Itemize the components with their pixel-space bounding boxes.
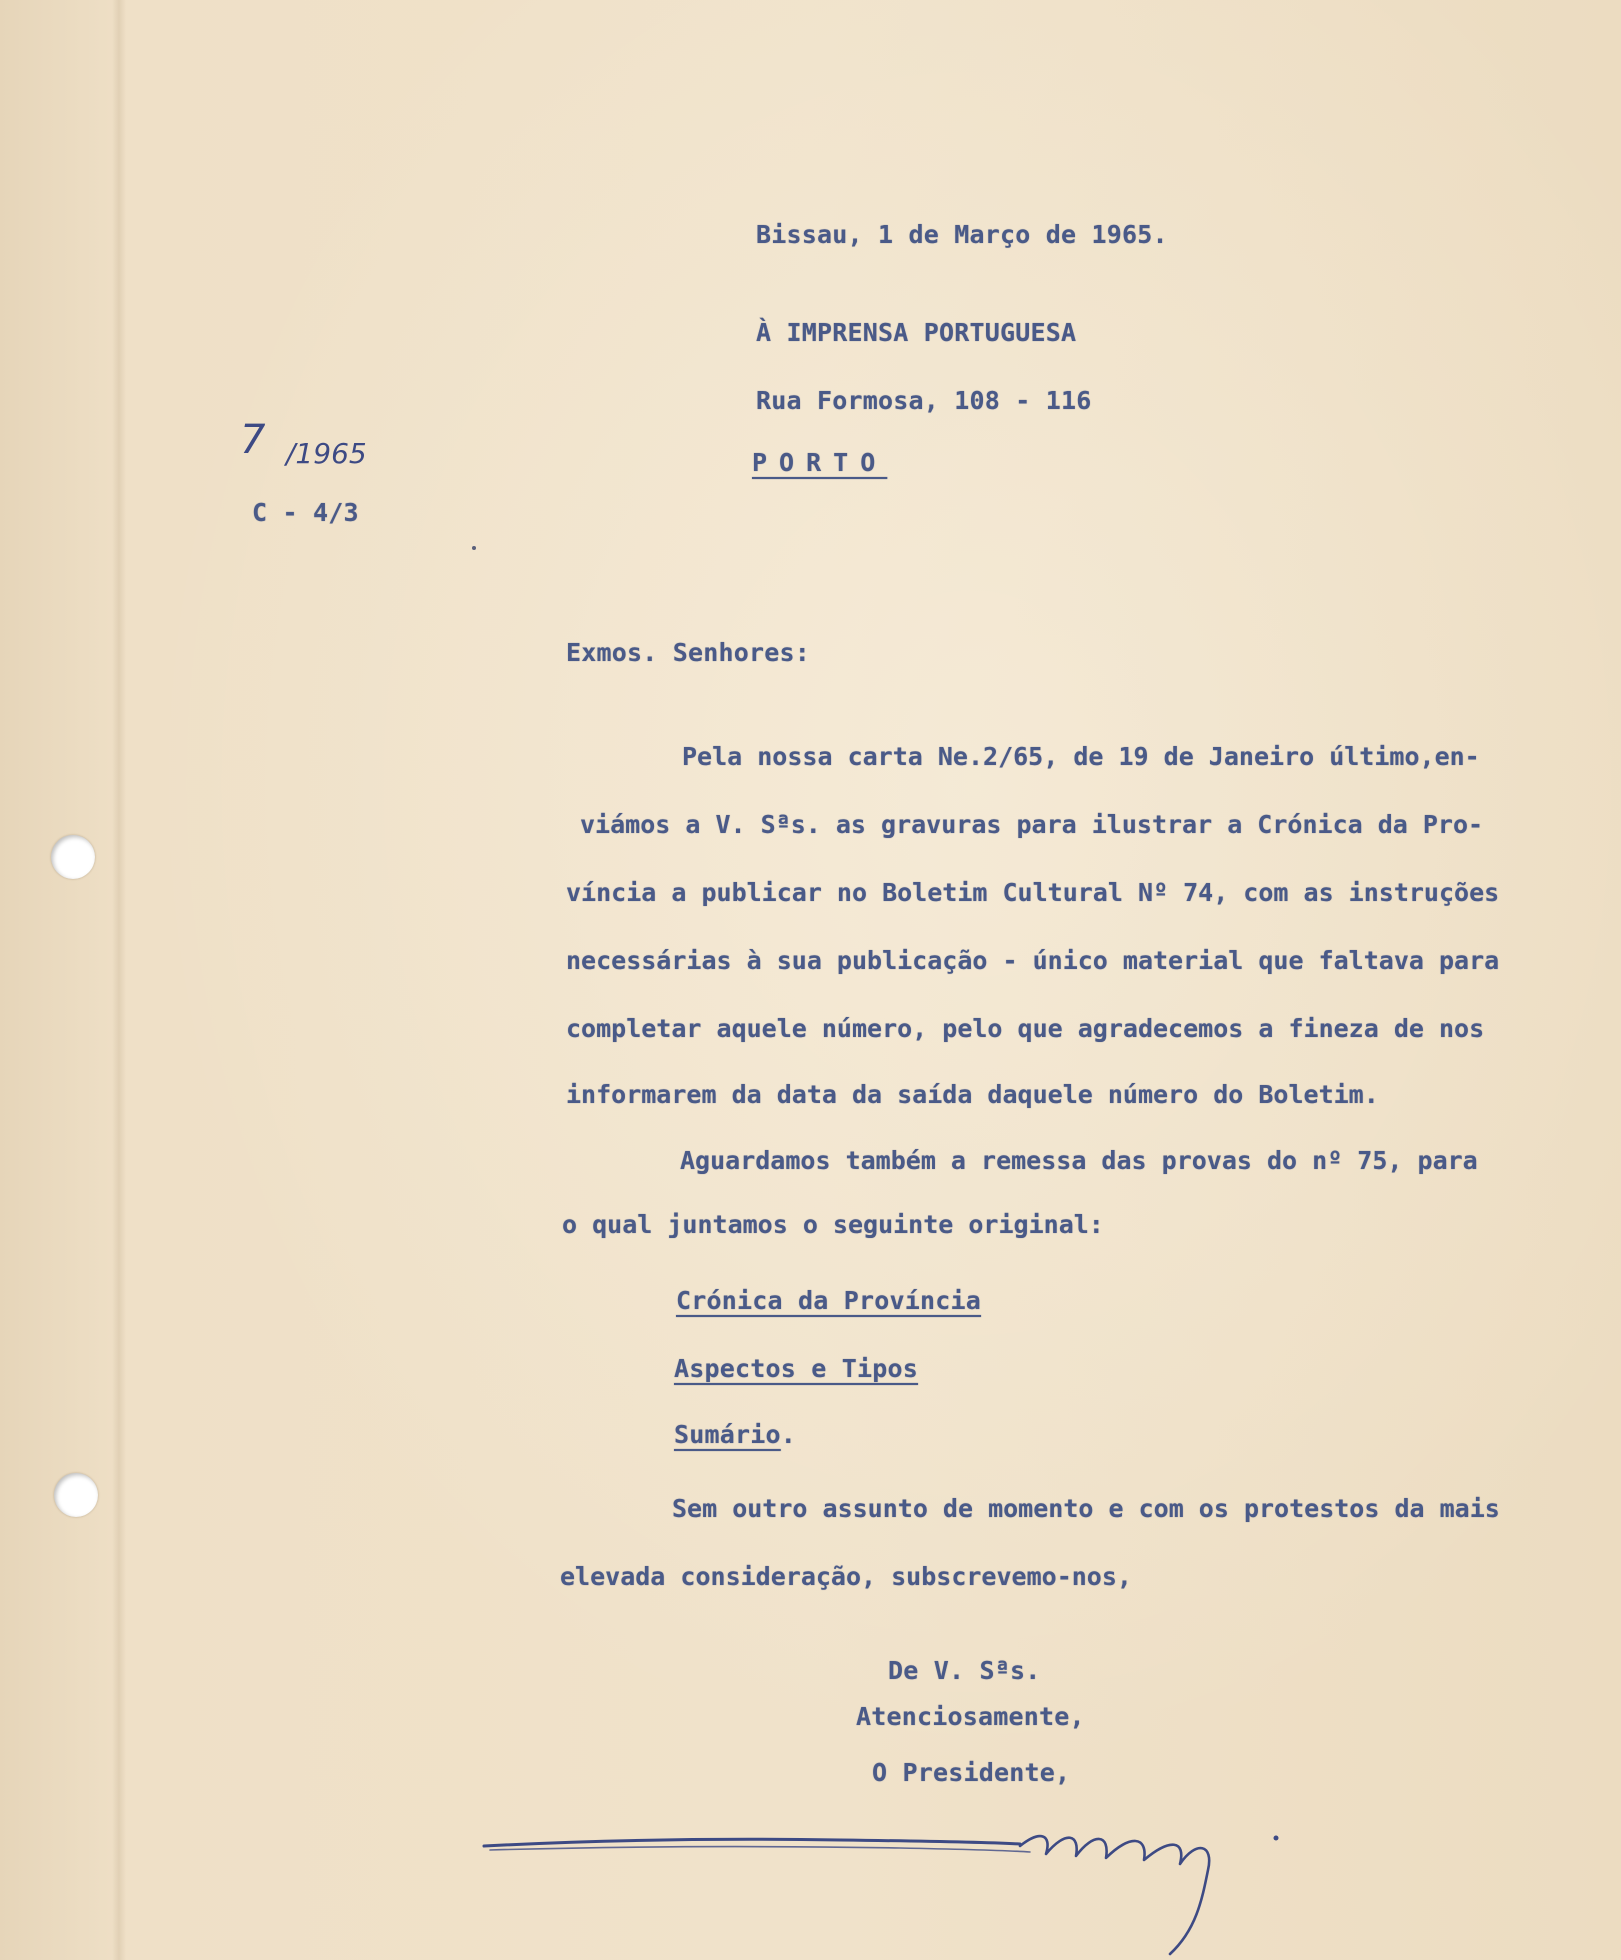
place-date: Bissau, 1 de Março de 1965. <box>756 220 1168 249</box>
enclosed-item: Crónica da Província <box>676 1286 982 1315</box>
paragraph3-line: elevada consideração, subscrevemo-nos, <box>560 1562 1132 1591</box>
paragraph2-line: Aguardamos também a remessa das provas do nº 75, para <box>680 1146 1478 1175</box>
paragraph1-line: completar aquele número, pelo que agradecemos a fineza de nos <box>566 1014 1485 1043</box>
paragraph1-line: Pela nossa carta Ne.2/65, de 19 de Janeiro último,en- <box>682 742 1480 771</box>
paragraph1-line: viámos a V. Sªs. as gravuras para ilustrar a Crónica da Pro- <box>580 810 1484 839</box>
closing-line: O Presidente, <box>872 1758 1071 1787</box>
reference-number-handwritten: 7 <box>240 417 266 463</box>
recipient-city: PORTO <box>752 448 888 477</box>
paragraph1-line: informarem da data da saída daquele número do Boletim. <box>566 1080 1379 1109</box>
reference-code: C - 4/3 <box>252 498 359 527</box>
page-fold-shadow <box>112 0 126 1960</box>
enclosed-item: Sumário <box>674 1420 781 1449</box>
paragraph1-line: víncia a publicar no Boletim Cultural Nº 74, com as instruções <box>566 878 1500 907</box>
paragraph1-line: necessárias à sua publicação - único material que faltava para <box>566 946 1500 975</box>
recipient-name: À IMPRENSA PORTUGUESA <box>756 318 1077 347</box>
enclosed-item-period: . <box>780 1420 797 1449</box>
punch-hole-bottom <box>54 1473 98 1517</box>
paragraph2-line: o qual juntamos o seguinte original: <box>562 1210 1104 1239</box>
enclosed-item: Aspectos e Tipos <box>674 1354 919 1383</box>
reference-year: /1965 <box>286 437 367 470</box>
ink-speck <box>472 546 476 550</box>
closing-line: Atenciosamente, <box>856 1702 1085 1731</box>
punch-hole-top <box>51 835 95 879</box>
paragraph3-line: Sem outro assunto de momento e com os protestos da mais <box>672 1494 1500 1523</box>
salutation: Exmos. Senhores: <box>566 638 811 667</box>
handwritten-signature <box>480 1820 1340 1960</box>
enclosed-item-last <box>674 1422 796 1447</box>
recipient-address: Rua Formosa, 108 - 116 <box>756 386 1092 415</box>
closing-line: De V. Sªs. <box>888 1656 1041 1685</box>
